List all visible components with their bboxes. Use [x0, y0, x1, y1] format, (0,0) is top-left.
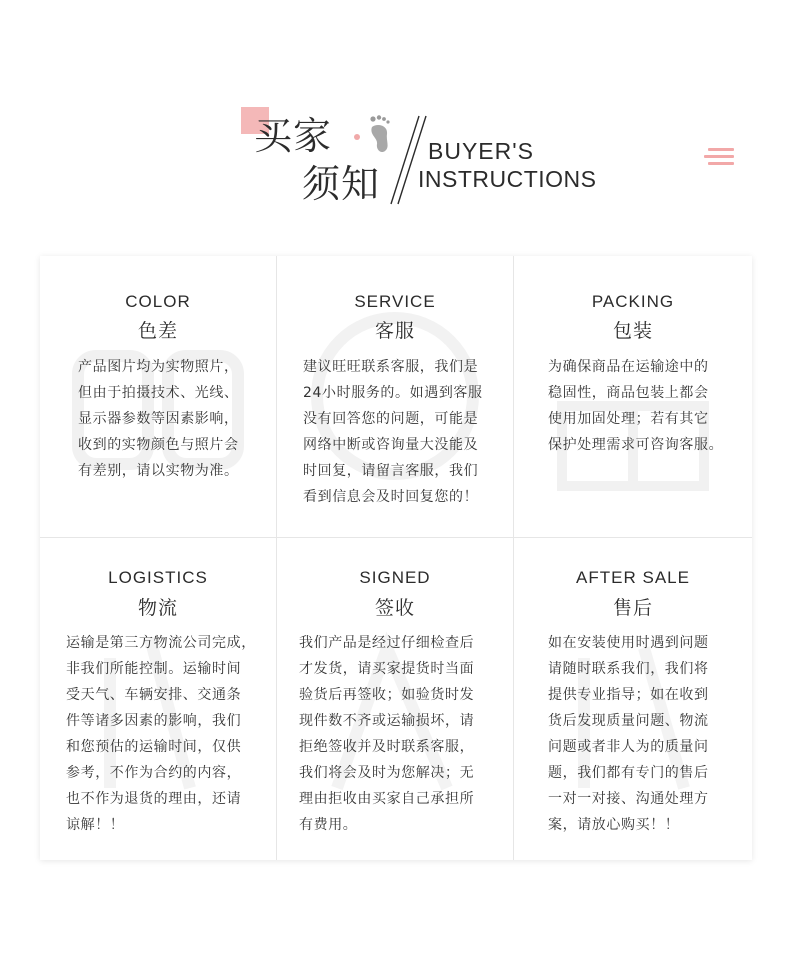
cell-title-cn: 色差: [137, 320, 178, 342]
cell-title-en: SERVICE: [354, 292, 436, 311]
cell-title-cn: 包装: [612, 320, 653, 342]
cell-body: 如在安装使用时遇到问题 请随时联系我们，我们将 提供专业指导；如在收到 货后发现质量问题、物流 问题或者非人为的质量问 题，我们都有专门的售后 一对一对接、沟通处理方 案，请放心购买！！: [548, 635, 709, 833]
cell-title-en: LOGISTICS: [108, 568, 208, 587]
cell-title-en: AFTER SALE: [576, 568, 690, 587]
title-en-line2: INSTRUCTIONS: [418, 166, 597, 192]
cell-body: 为确保商品在运输途中的 稳固性，商品包装上都会 使用加固处理；若有其它 保护处理需求可咨询客服。: [548, 359, 724, 453]
cell-body: 运输是第三方物流公司完成， 非我们所能控制。运输时间 受天气、车辆安排、交通条 件等诸多因素的影响，我们 和您预估的运输时间，仅供 参考，不作为合约的内容， 也不作为退货的理由，还请 谅解！！: [66, 635, 256, 833]
cell-signed: [277, 538, 513, 860]
cell-title-en: COLOR: [125, 292, 191, 311]
cell-title-cn: 签收: [374, 597, 415, 619]
cell-color: [40, 256, 276, 537]
menu-lines-icon[interactable]: [704, 148, 734, 168]
page-header: [0, 0, 790, 240]
instructions-grid: [40, 256, 752, 860]
cell-title-cn: 售后: [612, 597, 653, 619]
accent-dot: [354, 134, 360, 140]
cell-service: [277, 256, 513, 537]
cell-logistics: [40, 538, 276, 860]
title-divider: [388, 114, 428, 206]
title-en-line1: BUYER'S: [428, 138, 534, 164]
cell-title-cn: 物流: [137, 597, 178, 619]
cell-after-sale: [514, 538, 752, 860]
cell-title-cn: 客服: [374, 320, 415, 342]
cell-body: 我们产品是经过仔细检查后 才发货，请买家提货时当面 验货后再签收；如验货时发 现件数不齐或运输损坏，请 拒绝签收并及时联系客服， 我们将会及时为您解决；无 理由拒收由买家自己承担所 有费用。: [299, 635, 475, 833]
title-cn-line1: 买家: [254, 114, 333, 158]
cell-body: 建议旺旺联系客服，我们是 24小时服务的。如遇到客服 没有回答您的问题，可能是 网络中断或咨询量大没能及 时回复，请留言客服，我们 看到信息会及时回复您的！: [303, 359, 483, 505]
title-cn-line2: 须知: [302, 162, 381, 206]
cell-body: 产品图片均为实物照片， 但由于拍摄技术、光线、 显示器参数等因素影响， 收到的实物颜色与照片会 有差别，请以实物为准。: [78, 359, 239, 479]
cell-packing: [514, 256, 752, 537]
cell-title-en: SIGNED: [359, 568, 431, 587]
cell-title-en: PACKING: [591, 292, 675, 311]
